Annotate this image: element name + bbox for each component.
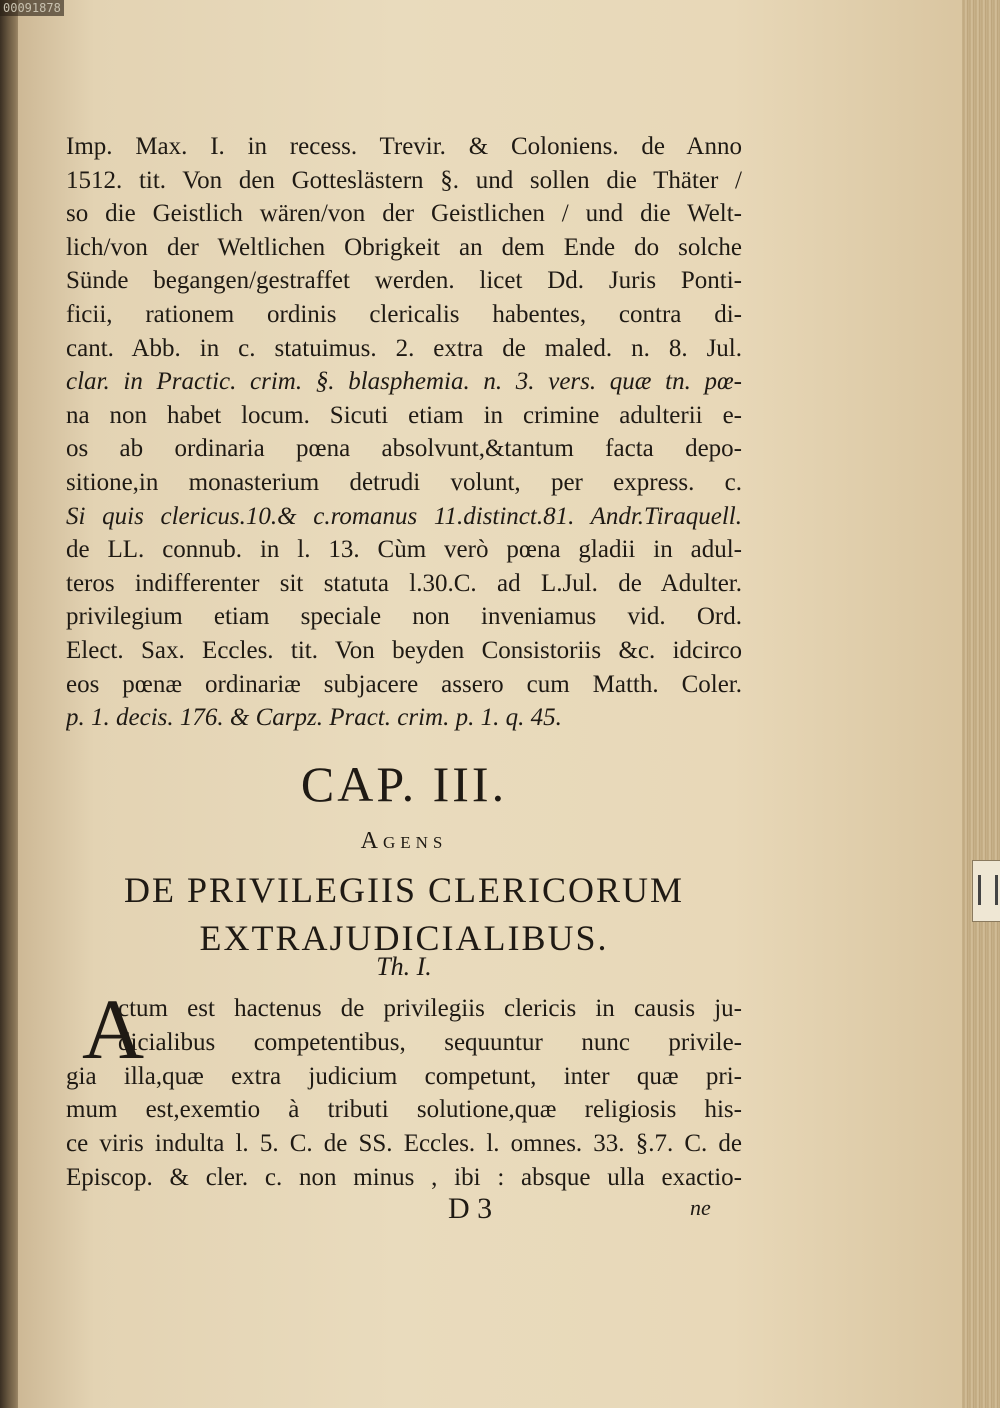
text-line: 1512. tit. Von den Gotteslästern §. und sollen die Thäter /	[66, 166, 742, 194]
text-line: cant. Abb. in c. statuimus. 2. extra de maled. n. 8. Jul.	[66, 334, 742, 362]
signature-mark: D 3	[448, 1192, 493, 1225]
text-line: ctum est hactenus de privilegiis clericis in causis ju-	[118, 995, 742, 1022]
text-line: de LL. connub. in l. 13. Cùm verò pœna gladii in adul-	[66, 536, 742, 564]
clip-icon	[978, 875, 998, 905]
text-line: Si quis clericus.10.& c.romanus 11.distinct.81. Andr.Tiraquell.	[66, 502, 742, 530]
chapter-title-line: EXTRAJUDICIALIBUS.	[199, 918, 609, 958]
text-line: eos pœnæ ordinariæ subjacere assero cum Matth. Coler.	[66, 670, 742, 698]
text-line: p. 1. decis. 176. & Carpz. Pract. crim. p. 1. q. 45.	[66, 704, 562, 732]
text-line: sitione,in monasterium detrudi volunt, per express. c.	[66, 468, 742, 496]
chapter-title	[66, 866, 742, 962]
page-stack-edge	[962, 0, 1000, 1408]
archive-number: 00091878	[0, 0, 64, 16]
text-line: clar. in Practic. crim. §. blasphemia. n. 3. vers. quæ tn. pœ-	[66, 368, 742, 396]
paragraph-1	[66, 130, 742, 735]
text-line: teros indifferenter sit statuta l.30.C. ad L.Jul. de Adulter.	[66, 569, 742, 597]
text-line: so die Geistlich wären/von der Geistlichen / und die Welt-	[66, 200, 742, 228]
text-line: ficii, rationem ordinis clericalis habentes, contra di-	[66, 300, 742, 328]
text-line: Imp. Max. I. in recess. Trevir. & Coloniens. de Anno	[66, 133, 742, 160]
text-line: dicialibus competentibus, sequuntur nunc privile-	[118, 1028, 742, 1056]
text-line: Elect. Sax. Eccles. tit. Von beyden Consistoriis &c. idcirco	[66, 636, 742, 664]
chapter-subheading: Agens	[360, 828, 448, 854]
thesis-number: Th. I.	[376, 952, 432, 981]
text-line: na non habet locum. Sicuti etiam in crimine adulterii e-	[66, 401, 742, 429]
text-line: Episcop. & cler. c. non minus , ibi : absque ulla exactio-	[66, 1163, 742, 1191]
text-line: os ab ordinaria pœna absolvunt,&tantum facta depo-	[66, 435, 742, 463]
text-line: mum est,exemtio à tributi solutione,quæ religiosis his-	[66, 1096, 742, 1124]
text-line: ce viris indulta l. 5. C. de SS. Eccles. l. omnes. 33. §.7. C. de	[66, 1130, 742, 1158]
paragraph-2	[66, 981, 742, 1195]
catchword: ne	[690, 1195, 711, 1220]
text-line: lich/von der Weltlichen Obrigkeit an dem Ende do solche	[66, 233, 742, 261]
chapter-heading: CAP. III.	[300, 756, 508, 812]
text-line: gia illa,quæ extra judicium competunt, inter quæ pri-	[66, 1062, 742, 1090]
text-line: privilegium etiam speciale non inveniamus vid. Ord.	[66, 603, 742, 631]
text-line: Sünde begangen/gestraffet werden. licet Dd. Juris Ponti-	[66, 267, 742, 295]
drop-cap: A	[82, 981, 145, 1077]
chapter-title-line: DE PRIVILEGIIS CLERICORUM	[124, 870, 684, 910]
